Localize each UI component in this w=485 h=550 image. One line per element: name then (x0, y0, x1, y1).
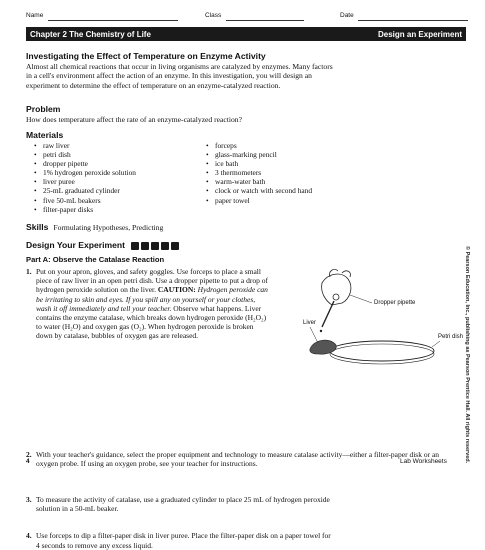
step-number: 1. (26, 267, 32, 276)
petri-dish-label: Petri dish (438, 334, 464, 340)
step-1-text: Put on your apron, gloves, and safety goggles. Use forceps to place a small piece of raw liver in an open petri dish. Use a dropper pipette to put a drop of hydrogen peroxide solution on the liver. (36, 267, 269, 295)
problem-heading: Problem (26, 104, 61, 114)
design-heading: Design Your Experiment (26, 240, 126, 250)
step-3-text: To measure the activity of catalase, use a graduated cylinder to place 25 mL of hydrogen peroxide solution in a 50-mL beaker. (36, 495, 330, 514)
material-item: • 25-mL graduated cylinder (33, 186, 213, 195)
dropper-pipette-shape (322, 301, 334, 327)
step-4 (26, 531, 336, 549)
liver-label: Liver (303, 320, 317, 326)
material-item: • paper towel (205, 196, 405, 205)
safety-icons (131, 242, 179, 250)
material-item: • filter-paper disks (33, 205, 213, 214)
caution-text: Hydrogen peroxide can be irritating to skin and eyes. If you spill any on yourself or your clothes, wash it off immediately and tell your teacher. (36, 285, 268, 313)
banner-right: Design an Experiment (377, 29, 462, 39)
problem-text: How does temperature affect the rate of an enzyme-catalyzed reaction? (26, 115, 242, 124)
date-label: Date (340, 12, 354, 19)
material-item: • ice bath (205, 159, 405, 168)
step-3 (26, 495, 336, 513)
skills-heading: Skills (26, 222, 49, 232)
material-item: • warm-water bath (205, 177, 405, 186)
caution-label: CAUTION: (157, 285, 196, 295)
footer-right: Lab Worksheets (400, 458, 447, 465)
step-number: 2. (26, 449, 32, 459)
step-1-text-continued: Observe what happens. Liver contains the enzyme catalase, which breaks down hydrogen peroxide (H₂O₂) to water (H₂O) and oxygen gas (O₂). When hydrogen peroxide is broken down by catalase, bubbles of oxygen gas are released. (36, 303, 267, 341)
liver-shape (310, 340, 336, 354)
material-item: • glass-marking pencil (205, 150, 405, 159)
glassware-safety-icon (171, 242, 179, 250)
gloves-safety-icon (151, 242, 159, 250)
class-line (226, 20, 304, 21)
lab-title: Investigating the Effect of Temperature on Enzyme Activity (26, 51, 266, 61)
material-item: • five 50-mL beakers (33, 196, 213, 205)
sharp-object-safety-icon (161, 242, 169, 250)
material-item: • 1% hydrogen peroxide solution (33, 168, 213, 177)
materials-heading: Materials (26, 130, 64, 140)
step-4-text: Use forceps to dip a filter-paper disk in liver puree. Place the filter-paper disk on a paper towel for 4 seconds to remove any excess liquid. (36, 531, 331, 550)
skills-text: Formulating Hypotheses, Predicting (53, 223, 164, 232)
step-number: 4. (26, 531, 32, 541)
material-item: • 3 thermometers (205, 168, 405, 177)
chapter-title: Chapter 2 The Chemistry of Life (30, 29, 151, 39)
material-item: • forceps (205, 141, 405, 150)
material-item: • raw liver (33, 141, 213, 150)
goggles-safety-icon (141, 242, 149, 250)
step-2 (26, 450, 456, 468)
intro-paragraph: Almost all chemical reactions that occur in living organisms are catalyzed by enzymes. Many factors in a cell's environment affect the action of an enzyme. In this investigation, you will design an experiment to determine the effect of temperature on an enzyme-catalyzed reaction. (26, 62, 333, 90)
materials-list-1 (33, 141, 213, 214)
copyright-notice: © Pearson Education, Inc., publishing as Pearson Prentice Hall. All rights reserved. (464, 246, 470, 464)
dropper-pipette-label: Dropper pipette (374, 300, 416, 306)
step-1 (26, 267, 268, 341)
name-line (48, 20, 178, 21)
page-number: 4 (26, 458, 30, 465)
skills-line (26, 222, 163, 232)
material-item: • dropper pipette (33, 159, 213, 168)
materials-list-2 (205, 141, 405, 205)
chapter-banner (26, 27, 466, 41)
material-item: • clock or watch with second hand (205, 186, 405, 195)
class-label: Class (205, 12, 222, 19)
apron-safety-icon (131, 242, 139, 250)
part-a-heading: Part A: Observe the Catalase Reaction (26, 255, 165, 264)
design-heading-row (26, 240, 179, 250)
step-2-text: With your teacher's guidance, select the proper equipment and technology to measure catalase activity—either a filter-paper disk or an oxygen probe. If using an oxygen probe, see your teacher for instructions. (36, 449, 440, 468)
material-item: • liver puree (33, 177, 213, 186)
date-line (358, 20, 468, 21)
step-number: 3. (26, 495, 32, 505)
catalase-figure (262, 265, 462, 375)
material-item: • petri dish (33, 150, 213, 159)
name-label: Name (26, 12, 44, 19)
